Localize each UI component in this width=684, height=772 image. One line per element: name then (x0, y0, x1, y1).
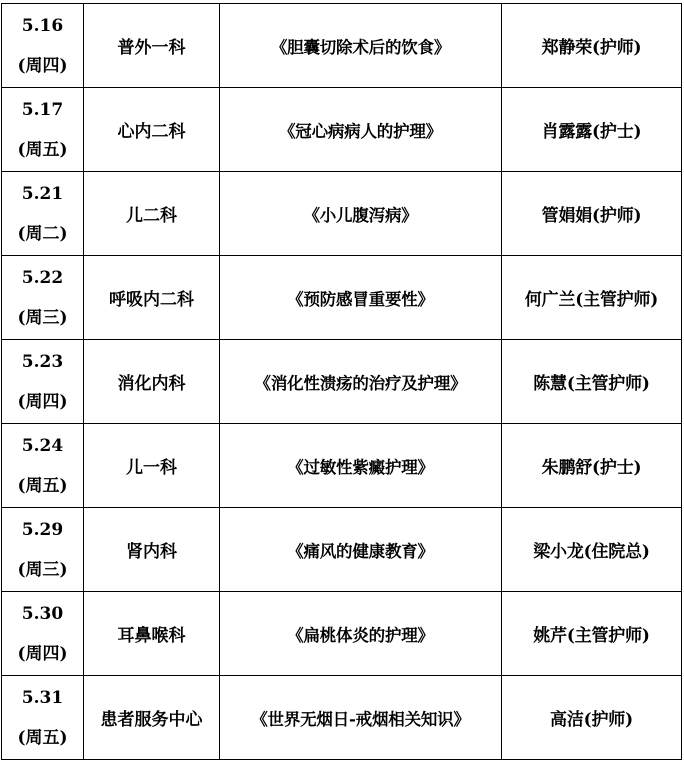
weekday: (周三) (17, 559, 68, 580)
date-cell (2, 424, 84, 508)
table-row (2, 172, 682, 256)
topic-cell (220, 172, 502, 256)
topic-cell (220, 4, 502, 88)
speaker: 管娟娟(护师) (541, 206, 642, 226)
topic: 《消化性溃疡的治疗及护理》 (254, 373, 467, 393)
table-row (2, 88, 682, 172)
topic-cell (220, 88, 502, 172)
date: 5.22 (21, 267, 64, 288)
topic: 《胆囊切除术后的饮食》 (270, 37, 451, 57)
table-row (2, 508, 682, 592)
date-cell (2, 172, 84, 256)
department-cell (84, 88, 220, 172)
date: 5.31 (21, 687, 64, 708)
topic-cell (220, 592, 502, 676)
speaker-cell (502, 676, 682, 760)
department-cell (84, 172, 220, 256)
table-row (2, 592, 682, 676)
topic-cell (220, 676, 502, 760)
department: 儿一科 (126, 458, 177, 478)
department: 耳鼻喉科 (117, 626, 186, 646)
weekday: (周二) (17, 223, 68, 244)
department: 消化内科 (117, 374, 186, 394)
date-cell (2, 88, 84, 172)
date-cell (2, 340, 84, 424)
speaker: 肖露露(护士) (541, 122, 642, 142)
topic-cell (220, 424, 502, 508)
speaker-cell (502, 172, 682, 256)
weekday: (周三) (17, 307, 68, 328)
department-cell (84, 4, 220, 88)
weekday: (周四) (17, 391, 68, 412)
department-cell (84, 676, 220, 760)
department-cell (84, 340, 220, 424)
topic: 《过敏性紫癜护理》 (287, 457, 434, 477)
date: 5.16 (21, 15, 64, 36)
department: 患者服务中心 (100, 710, 203, 730)
weekday: (周五) (17, 475, 68, 496)
topic: 《世界无烟日-戒烟相关知识》 (251, 709, 470, 729)
date: 5.30 (21, 603, 64, 624)
table-row (2, 676, 682, 760)
speaker: 梁小龙(住院总) (533, 542, 650, 562)
speaker-cell (502, 4, 682, 88)
topic: 《预防感冒重要性》 (287, 289, 434, 309)
topic: 《小儿腹泻病》 (303, 205, 418, 225)
date-cell (2, 256, 84, 340)
topic: 《冠心病病人的护理》 (278, 121, 442, 141)
weekday: (周五) (17, 727, 68, 748)
weekday: (周四) (17, 643, 68, 664)
table-row (2, 4, 682, 88)
weekday: (周四) (17, 55, 68, 76)
date-cell (2, 676, 84, 760)
speaker: 陈慧(主管护师) (533, 374, 650, 394)
topic: 《扁桃体炎的护理》 (287, 625, 434, 645)
date: 5.29 (21, 519, 64, 540)
weekday: (周五) (17, 139, 68, 160)
department-cell (84, 592, 220, 676)
speaker-cell (502, 424, 682, 508)
department-cell (84, 256, 220, 340)
speaker: 姚芹(主管护师) (533, 626, 650, 646)
speaker: 郑静荣(护师) (541, 38, 642, 58)
department-cell (84, 508, 220, 592)
topic-cell (220, 256, 502, 340)
department: 儿二科 (126, 206, 177, 226)
department: 普外一科 (117, 38, 186, 58)
table-row (2, 340, 682, 424)
department: 肾内科 (126, 542, 177, 562)
topic: 《痛风的健康教育》 (287, 541, 434, 561)
date-cell (2, 4, 84, 88)
speaker-cell (502, 340, 682, 424)
speaker: 高洁(护师) (550, 710, 633, 730)
date-cell (2, 508, 84, 592)
topic-cell (220, 340, 502, 424)
speaker-cell (502, 592, 682, 676)
lecture-schedule-table (1, 3, 682, 760)
date: 5.24 (21, 435, 64, 456)
department: 呼吸内二科 (109, 290, 194, 310)
table-row (2, 424, 682, 508)
date: 5.23 (21, 351, 64, 372)
speaker-cell (502, 256, 682, 340)
date-cell (2, 592, 84, 676)
speaker-cell (502, 508, 682, 592)
speaker: 朱鹏舒(护士) (541, 458, 642, 478)
table-row (2, 256, 682, 340)
speaker: 何广兰(主管护师) (524, 290, 659, 310)
topic-cell (220, 508, 502, 592)
department: 心内二科 (117, 122, 186, 142)
speaker-cell (502, 88, 682, 172)
date: 5.21 (21, 183, 64, 204)
date: 5.17 (21, 99, 64, 120)
department-cell (84, 424, 220, 508)
